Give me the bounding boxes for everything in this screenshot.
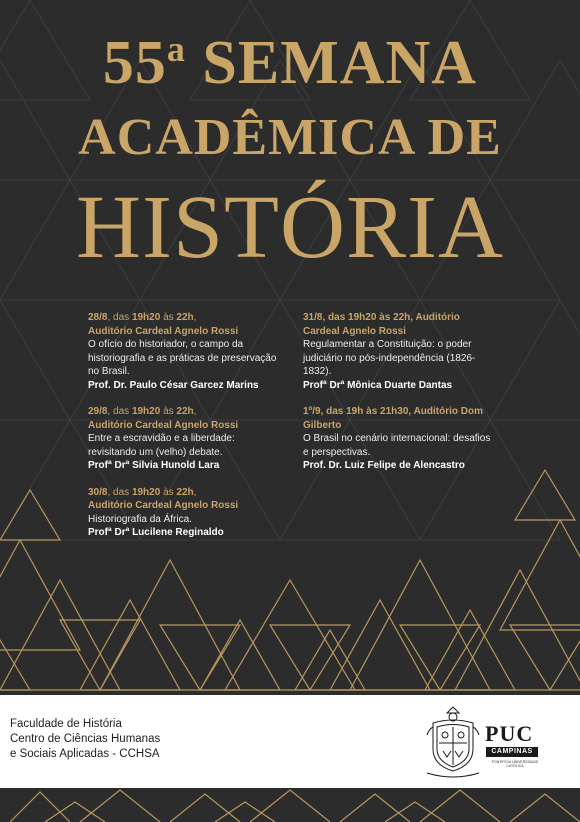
schedule-right-column	[303, 311, 493, 486]
event-item	[303, 405, 493, 473]
event-place: Auditório Cardeal Agnelo Rossi	[88, 500, 239, 511]
event-datetime: 28/8, das 19h20 às 22h,	[88, 312, 197, 323]
center-line-2: e Sociais Aplicadas - CCHSA	[10, 748, 160, 760]
logo-sub-text: CAMPINAS	[486, 747, 538, 757]
title-line-2: ACADÊMICA DE	[78, 109, 502, 166]
event-item	[303, 311, 493, 392]
event-speaker: Profª Drª Mônica Duarte Dantas	[303, 379, 453, 391]
title-line-1: 55$^a$ SEMANA	[102, 29, 478, 97]
gold-triangles	[0, 470, 580, 690]
footer	[0, 695, 580, 788]
event-datetime: 29/8, das 19h20 às 22h,	[88, 406, 197, 417]
event-place: Auditório Cardeal Agnelo Rossi	[88, 325, 239, 337]
event-speaker: Prof. Dr. Luiz Felipe de Alencastro	[303, 460, 465, 471]
title-line-3: HISTÓRIA	[76, 178, 504, 277]
logo-main-text: PUC	[485, 721, 534, 746]
event-description: Regulamentar a Constituição: o poder judiciário no pós-independência (1826-1832).	[303, 339, 476, 377]
puc-campinas-logo	[425, 705, 555, 781]
schedule-left-column	[88, 311, 278, 553]
bottom-triangle-pattern	[0, 788, 580, 822]
event-item	[88, 486, 278, 540]
event-item	[88, 405, 278, 473]
event-item	[88, 311, 278, 392]
faculty-info	[10, 717, 160, 762]
center-line: Centro de Ciências Humanas	[10, 733, 161, 745]
event-speaker: Profª Drª Lucilene Reginaldo	[88, 527, 224, 538]
faculty-line: Faculdade de História	[10, 718, 122, 730]
event-speaker: Prof. Dr. Paulo César Garcez Marins	[88, 379, 259, 391]
event-heading: 31/8, das 19h20 às 22h, Auditório Cardeal Agnelo Rossi	[303, 312, 460, 337]
event-speaker: Profª Drª Silvia Hunold Lara	[88, 460, 220, 471]
university-crest-icon	[425, 705, 481, 781]
event-datetime: 30/8, das 19h20 às 22h,	[88, 486, 197, 498]
event-description: Historiografia da África.	[88, 513, 192, 525]
event-description: O Brasil no cenário internacional: desafios e perspectivas.	[303, 433, 491, 458]
ordinal-indicator: a	[166, 29, 186, 69]
event-description: Entre a escravidão e a liberdade: revisitando um (velho) debate.	[88, 433, 235, 458]
event-description: O ofício do historiador, o campo da historiografia e as práticas de preservação no Brasil.	[88, 339, 277, 377]
event-place: Auditório Cardeal Agnelo Rossi	[88, 419, 239, 431]
logo-tagline: PONTIFÍCIA UNIVERSIDADE CATÓLICA	[491, 760, 539, 768]
event-heading: 1º/9, das 19h às 21h30, Auditório Dom Gilberto	[303, 406, 484, 431]
